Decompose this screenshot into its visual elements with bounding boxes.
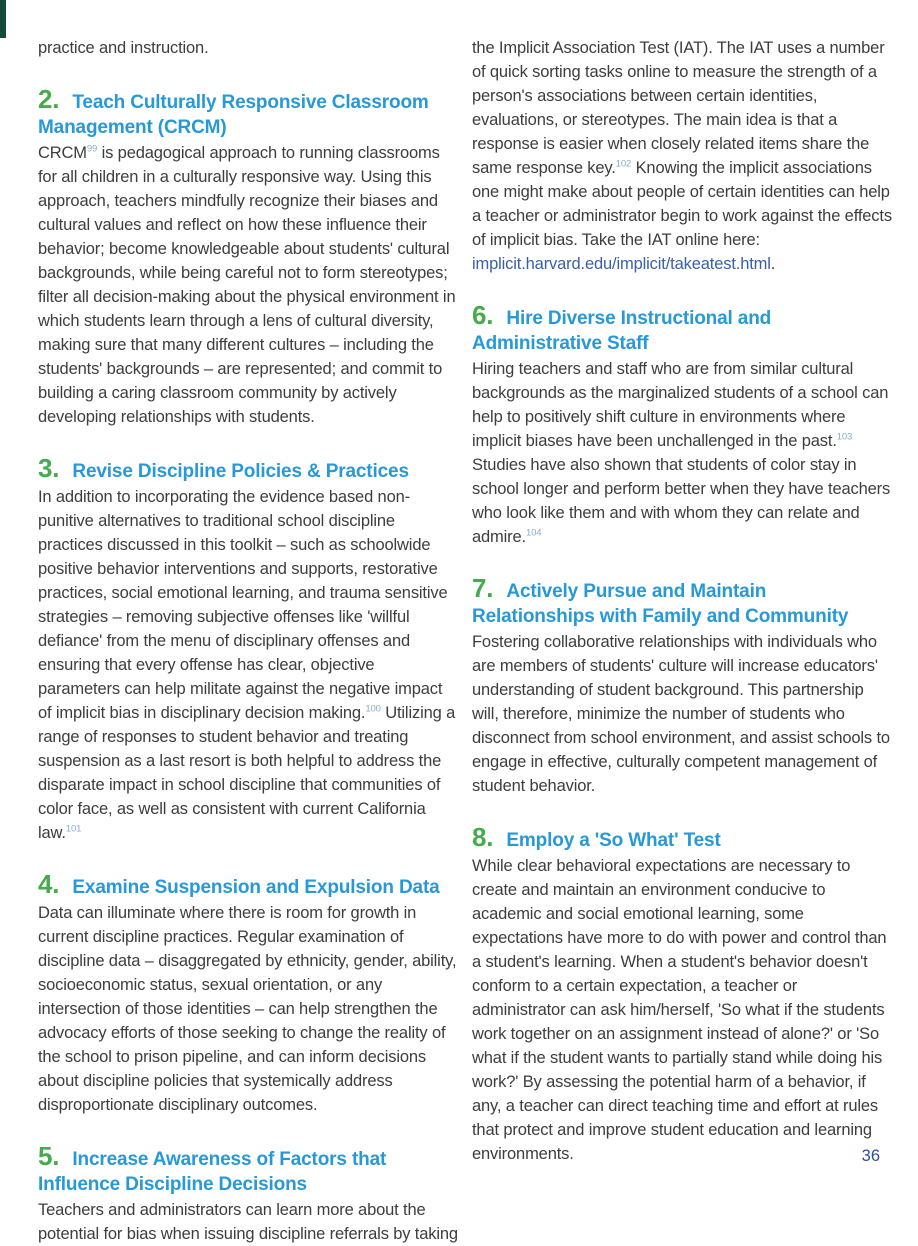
section-5	[38, 1141, 458, 1246]
footnote-reference: 101	[65, 823, 82, 835]
text-run: CRCM	[38, 144, 87, 162]
section-2-title: Teach Culturally Responsive Classroom Management (CRCM)	[38, 92, 429, 138]
text-run: Studies have also shown that students of color stay in school longer and perform better when they have teachers who look like them and with whom they can relate and admire.	[472, 456, 891, 546]
text-run: In addition to incorporating the evidence based non-punitive alternatives to traditional school discipline practices discussed in this toolkit – such as schoolwide positive behavior interventions and supports, restorative practices, social emotional learning, and trauma sensitive strategies – removing subjective offenses like 'willful defiance' from the menu of disciplinary offenses and ensuring that every offense has clear, objective parameters can help militate against the negative impact of implicit bias in disciplinary decision making.	[38, 488, 448, 722]
page-number: 36	[861, 1147, 880, 1165]
section-3-body	[38, 485, 458, 845]
section-5-title: Increase Awareness of Factors that Influence Discipline Decisions	[38, 1149, 387, 1195]
section-5-heading	[38, 1141, 458, 1197]
section-5-body	[38, 1198, 458, 1246]
section-3-heading	[38, 453, 458, 484]
section-6-title: Hire Diverse Instructional and Administrative Staff	[472, 308, 772, 354]
section-7-body	[472, 630, 892, 798]
continuation-paragraph: practice and instruction.	[38, 39, 209, 57]
section-8	[472, 822, 892, 1166]
section-7-heading	[472, 573, 892, 629]
text-run: Fostering collaborative relationships with individuals who are members of students' culture will increase educators' understanding of student background. This partnership will, therefore, minimize the number of students who disconnect from school environment, and assist schools to engage in effective, culturally competent management of student behavior.	[472, 633, 890, 795]
section-4-heading	[38, 869, 458, 900]
text-run: Data can illuminate where there is room for growth in current discipline practices. Regular examination of discipline data – disaggregated by ethnicity, gender, ability, socioeconomic status, sexual orientation, or any intersection of those identities – can help strengthen the advocacy efforts of those seeking to change the reality of the school to prison pipeline, and can inform decisions about discipline policies that systemically address disproportionate disciplinary outcomes.	[38, 904, 457, 1114]
section-7-title: Actively Pursue and Maintain Relationships with Family and Community	[472, 581, 849, 627]
section-4-body	[38, 901, 458, 1117]
right-column	[472, 36, 892, 1246]
section-7	[472, 573, 892, 798]
section-8-heading	[472, 822, 892, 853]
section-4-number: 4.	[38, 869, 60, 899]
text-run: Hiring teachers and staff who are from similar cultural backgrounds as the marginalized students of a school can help to positively shift culture in environments where implicit biases have been unchallenged in the past.	[472, 360, 889, 450]
section-3-title: Revise Discipline Policies & Practices	[72, 461, 409, 482]
section-4-title: Examine Suspension and Expulsion Data	[72, 877, 440, 898]
footnote-reference: 102	[615, 158, 632, 170]
section-4	[38, 869, 458, 1117]
iat-continuation-paragraph	[472, 36, 892, 276]
section-7-number: 7.	[472, 573, 494, 603]
corner-accent-mark	[0, 0, 6, 38]
section-3-number: 3.	[38, 453, 60, 483]
section-2	[38, 84, 458, 429]
section-2-heading	[38, 84, 458, 140]
section-5-number: 5.	[38, 1141, 60, 1171]
text-run: is pedagogical approach to running classrooms for all children in a culturally responsive way. Using this approach, teachers mindfully recognize their biases and cultural values and reflect on how these influence their behavior; become knowledgeable about students' cultural backgrounds, while being careful not to form stereotypes; filter all decision-making about the physical environment in which students learn through a lens of cultural diversity, making sure that many different cultures – including the students' backgrounds – are represented; and commit to building a caring classroom community by actively developing relationships with students.	[38, 144, 456, 426]
section-2-number: 2.	[38, 84, 60, 114]
footnote-reference: 104	[525, 527, 542, 539]
section-6-number: 6.	[472, 300, 494, 330]
text-run: .	[770, 255, 776, 273]
section-2-body	[38, 141, 458, 429]
text-run: While clear behavioral expectations are necessary to create and maintain an environment conducive to academic and social emotional learning, some expectations have more to do with power and control than a student's learning. When a student's behavior doesn't conform to a certain expectation, a teacher or administrator can ask him/herself, 'So what if the students work together on an assignment instead of alone?' or 'So what if the student wants to partially stand while doing his work?' By assessing the potential harm of a behavior, if any, a teacher can direct teaching time and effort at rules that protect and improve student education and learning environments.	[472, 857, 887, 1163]
section-8-body	[472, 854, 892, 1166]
text-run: Knowing the implicit associations one might make about people of certain identities can help a teacher or administrator begin to work against the effects of implicit bias. Take the IAT online here:	[472, 159, 892, 249]
text-run: Utilizing a range of responses to student behavior and treating suspension as a last resort is both helpful to address the disparate impact in school discipline that communities of color face, as well as consistent with current California law.	[38, 704, 456, 842]
section-8-title: Employ a 'So What' Test	[506, 830, 721, 851]
section-3	[38, 453, 458, 845]
section-6	[472, 300, 892, 549]
section-6-body	[472, 357, 892, 549]
inline-link[interactable]: implicit.harvard.edu/implicit/takeatest.html	[472, 255, 771, 273]
footnote-reference: 100	[365, 703, 381, 715]
footnote-reference: 99	[86, 143, 98, 155]
section-8-number: 8.	[472, 822, 494, 852]
text-run: Teachers and administrators can learn more about the potential for bias when issuing discipline referrals by taking	[38, 1201, 458, 1243]
footnote-reference: 103	[836, 431, 853, 443]
section-6-heading	[472, 300, 892, 356]
text-run: the Implicit Association Test (IAT). The IAT uses a number of quick sorting tasks online to measure the strength of a person's associations between certain identities, evaluations, or stereotypes. The main idea is that a response is easier when closely related items share the same response key.	[472, 39, 885, 177]
left-column	[38, 36, 458, 1246]
